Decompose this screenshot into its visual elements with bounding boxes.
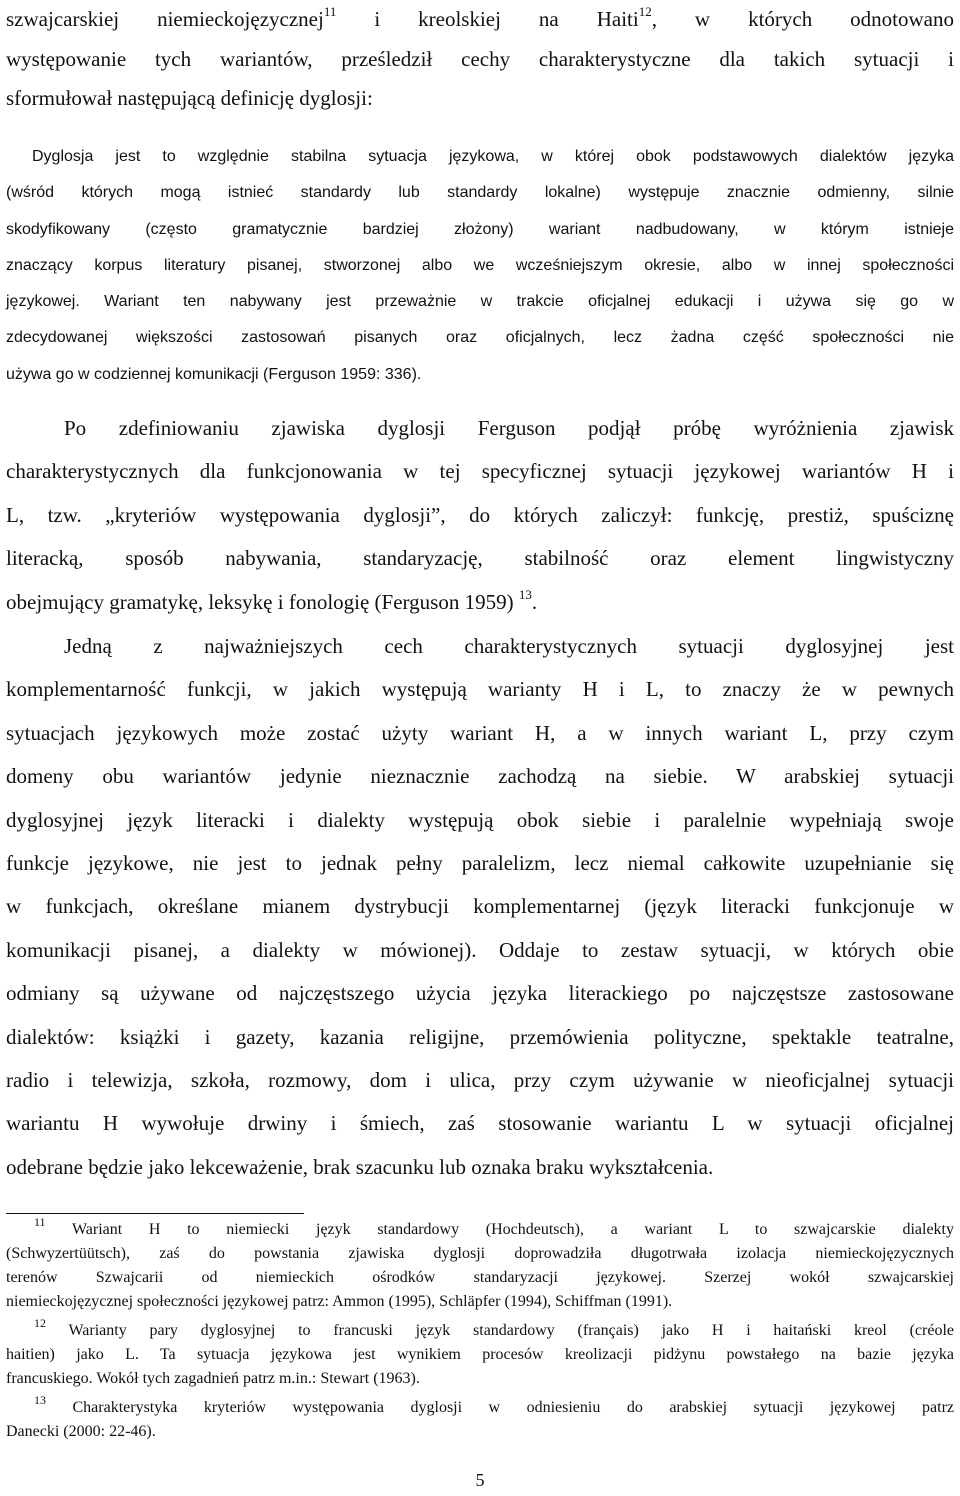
footnote-number: 12 <box>34 1315 46 1330</box>
footnote-line: Danecki (2000: 22-46). <box>6 1423 156 1440</box>
footnote-line: $^{12}$ Warianty pary dyglosyjnej to francuski język standardowy (français) jako H i haitański kreol (créole <box>34 1315 954 1339</box>
text-line: szwajcarskiej niemieckojęzycznej$^{11}$ i kreolskiej na Haiti$^{12}$, w których odnotowano <box>6 4 954 31</box>
text-line: L, tzw. „kryteriów występowania dyglosji”, do których zaliczył: funkcję, prestiż, spuściznę <box>6 502 954 527</box>
text-line: komplementarność funkcji, w jakich występują warianty H i L, to znaczy że w pewnych <box>6 677 954 702</box>
footnote-line: (Schwyzertüütsch), zaś do powstania zjawiska dyglosji doprowadziła długotrwała izolacja niemieckojęzycznych <box>6 1245 954 1262</box>
footnote-number: 11 <box>34 1214 46 1229</box>
text-line: odebrane będzie jako lekceważenie, brak szacunku lub oznaka braku wykształcenia. <box>6 1154 714 1179</box>
quote-line: znaczący korpus literatury pisanej, stworzonej albo we wcześniejszym okresie, albo w innej społeczności <box>6 256 954 274</box>
text-line: obejmujący gramatykę, leksykę i fonologię (Ferguson 1959) $^{13}$. <box>6 586 538 614</box>
text-line: Po zdefiniowaniu zjawiska dyglosji Ferguson podjął próbę wyróżnienia zjawisk <box>64 416 954 440</box>
footnote-separator <box>6 1213 304 1214</box>
footnote-line: $^{13}$ Charakterystyka kryteriów występowania dyglosji w odniesieniu do arabskiej sytuacji językowej patrz <box>34 1392 954 1416</box>
text-line: wariantu H wywołuje drwiny i śmiech, zaś stosowanie wariantu L w sytuacji oficjalnej <box>6 1111 954 1136</box>
text-line: sytuacjach językowych może zostać użyty wariant H, a w innych wariant L, przy czym <box>6 720 954 745</box>
quote-line: skodyfikowany (często gramatycznie bardziej złożony) wariant nadbudowany, w którym istnieje <box>6 220 954 238</box>
text-line: występowanie tych wariantów, prześledził cechy charakterystyczne dla takich sytuacji i <box>6 46 954 71</box>
footnote-12 <box>6 1315 954 1391</box>
quote-line: Dyglosja jest to względnie stabilna sytuacja językowa, w której obok podstawowych dialektów języka <box>32 148 954 165</box>
text-line: funkcje językowe, nie jest to jednak pełny paralelizm, lecz niemal całkowite uzupełnianie się <box>6 851 954 876</box>
footnote-line: francuskiego. Wokół tych zagadnień patrz m.in.: Stewart (1963). <box>6 1370 420 1387</box>
footnote-ref-12[interactable]: 12 <box>638 4 652 20</box>
text-line: domeny obu wariantów jedynie nieznacznie zachodzą na siebie. W arabskiej sytuacji <box>6 764 954 789</box>
text-line: dialektów: książki i gazety, kazania religijne, przemówienia polityczne, spektakle teatralne, <box>6 1024 954 1049</box>
footnote-11 <box>6 1214 954 1314</box>
quote-line: (wśród których mogą istnieć standardy lub standardy lokalne) występuje znacznie odmienny, silnie <box>6 184 954 202</box>
text-line: literacką, sposób nabywania, standaryzację, stabilność oraz element lingwistyczny <box>6 546 954 571</box>
text-line: odmiany są używane od najczęstszego użycia języka literackiego po najczęstsze zastosowane <box>6 981 954 1006</box>
block-quote <box>6 139 954 393</box>
footnote-line: terenów Szwajcarii od niemieckich ośrodków standaryzacji językowej. Szerzej wokół szwajcarskiej <box>6 1269 954 1286</box>
footnote-line: haitien) jako L. Ta sytuacja językowa jest wynikiem procesów kreolizacji pidżynu powstałego na bazie języka <box>6 1346 954 1363</box>
text-line: Jedną z najważniejszych cech charakterystycznych sytuacji dyglosyjnej jest <box>64 634 954 658</box>
quote-line: językowej. Wariant ten nabywany jest przeważnie w trakcie oficjalnej edukacji i używa się go w <box>6 293 954 311</box>
footnote-line: niemieckojęzycznej społeczności językowej patrz: Ammon (1995), Schläpfer (1994), Schiffman (1991). <box>6 1293 673 1310</box>
text-line: komunikacji pisanej, a dialekty w mówionej). Oddaje to zestaw sytuacji, w których obie <box>6 937 954 962</box>
footnote-line: $^{11}$ Wariant H to niemiecki język standardowy (Hochdeutsch), a wariant L to szwajcarskie dialekty <box>34 1214 954 1238</box>
footnote-13 <box>6 1392 954 1444</box>
footnote-number: 13 <box>34 1392 46 1407</box>
footnote-ref-13[interactable]: 13 <box>518 586 532 602</box>
text-line: dyglosyjnej język literacki i dialekty występują obok siebie i paralelnie wypełniają swoje <box>6 807 954 832</box>
paragraph-criteria <box>6 407 954 624</box>
text-line: charakterystycznych dla funkcjonowania w tej specyficznej sytuacji językowej wariantów H i <box>6 459 954 484</box>
quote-line: zdecydowanej większości zastosowań pisanych oraz oficjalnych, lecz żadna część społeczności nie <box>6 329 954 347</box>
footnote-ref-11[interactable]: 11 <box>323 4 337 20</box>
text-line: sformułował następującą definicję dyglosji: <box>6 86 373 110</box>
paragraph-complementarity <box>6 625 954 1189</box>
text-line: radio i telewizja, szkoła, rozmowy, dom i ulica, przy czym używanie w nieoficjalnej sytuacji <box>6 1068 954 1093</box>
quote-line: używa go w codziennej komunikacji (Ferguson 1959: 336). <box>6 365 422 383</box>
page-number: 5 <box>475 1470 485 1490</box>
text-line: w funkcjach, określane mianem dystrybucji komplementarnej (język literacki funkcjonuje w <box>6 894 954 919</box>
paragraph-intro <box>6 0 954 119</box>
